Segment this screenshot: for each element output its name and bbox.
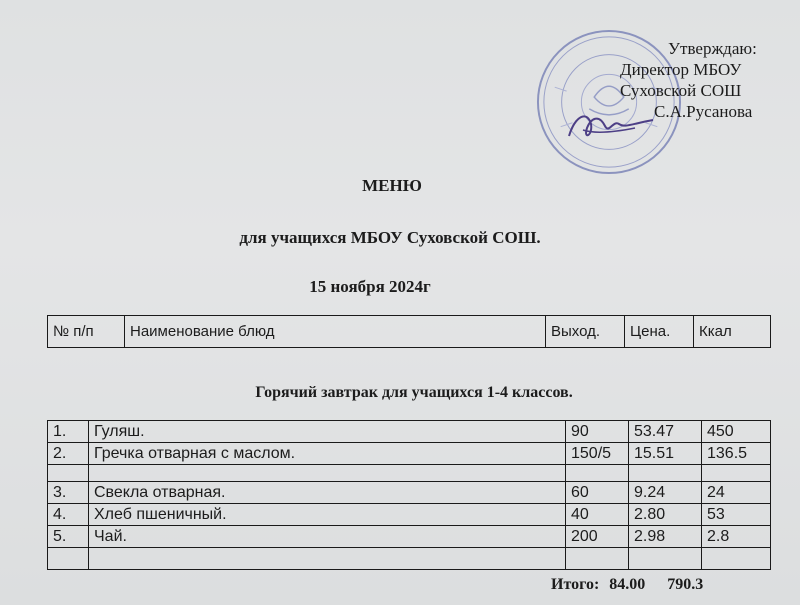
approval-block — [620, 38, 757, 122]
cell-price: 9.24 — [629, 482, 702, 504]
cell-name: Хлеб пшеничный. — [89, 504, 566, 526]
header-row — [48, 316, 771, 348]
total-kcal: 790.3 — [667, 576, 704, 593]
cell-price: 15.51 — [629, 443, 702, 465]
cell-output: 90 — [566, 421, 629, 443]
cell-output: 40 — [566, 504, 629, 526]
approve-director-name: С.А.Русанова — [654, 102, 753, 121]
cell-output: 60 — [566, 482, 629, 504]
cell-output: 200 — [566, 526, 629, 548]
menu-header-table — [47, 315, 771, 348]
cell-kcal: 24 — [702, 482, 771, 504]
cell-kcal: 53 — [702, 504, 771, 526]
cell-price — [629, 465, 702, 482]
cell-num: 5. — [48, 526, 89, 548]
page-subtitle: для учащихся МБОУ Суховской СОШ. — [239, 228, 541, 247]
page-title: МЕНЮ — [362, 176, 422, 195]
cell-name — [89, 548, 566, 570]
cell-name: Гуляш. — [89, 421, 566, 443]
table-row — [48, 482, 771, 504]
table-row — [48, 465, 771, 482]
menu-date: 15 ноября 2024г — [309, 277, 431, 296]
cell-name: Свекла отварная. — [89, 482, 566, 504]
approve-position: Директор МБОУ — [620, 60, 742, 79]
total-row — [551, 576, 703, 594]
cell-kcal: 136.5 — [702, 443, 771, 465]
cell-name — [89, 465, 566, 482]
cell-output — [566, 465, 629, 482]
cell-output: 150/5 — [566, 443, 629, 465]
cell-num — [48, 548, 89, 570]
section-title: Горячий завтрак для учащихся 1-4 классов. — [255, 384, 573, 401]
total-label: Итого: — [551, 576, 600, 593]
cell-num: 1. — [48, 421, 89, 443]
table-row — [48, 548, 771, 570]
table-row — [48, 443, 771, 465]
approve-line: Утверждаю: — [668, 39, 757, 58]
col-name: Наименование блюд — [125, 316, 546, 348]
table-row — [48, 526, 771, 548]
col-num: № п/п — [48, 316, 125, 348]
menu-table — [47, 420, 771, 570]
col-kcal: Ккал — [694, 316, 771, 348]
cell-price: 2.80 — [629, 504, 702, 526]
col-price: Цена. — [625, 316, 694, 348]
cell-price — [629, 548, 702, 570]
approve-school: Суховской СОШ — [620, 81, 742, 100]
cell-kcal: 2.8 — [702, 526, 771, 548]
cell-kcal — [702, 548, 771, 570]
cell-num: 3. — [48, 482, 89, 504]
cell-price: 53.47 — [629, 421, 702, 443]
cell-name: Гречка отварная с маслом. — [89, 443, 566, 465]
cell-kcal: 450 — [702, 421, 771, 443]
cell-num: 4. — [48, 504, 89, 526]
cell-num: 2. — [48, 443, 89, 465]
total-price: 84.00 — [609, 576, 646, 593]
cell-name: Чай. — [89, 526, 566, 548]
table-row — [48, 504, 771, 526]
cell-price: 2.98 — [629, 526, 702, 548]
col-output: Выход. — [546, 316, 625, 348]
cell-output — [566, 548, 629, 570]
cell-kcal — [702, 465, 771, 482]
cell-num — [48, 465, 89, 482]
table-row — [48, 421, 771, 443]
